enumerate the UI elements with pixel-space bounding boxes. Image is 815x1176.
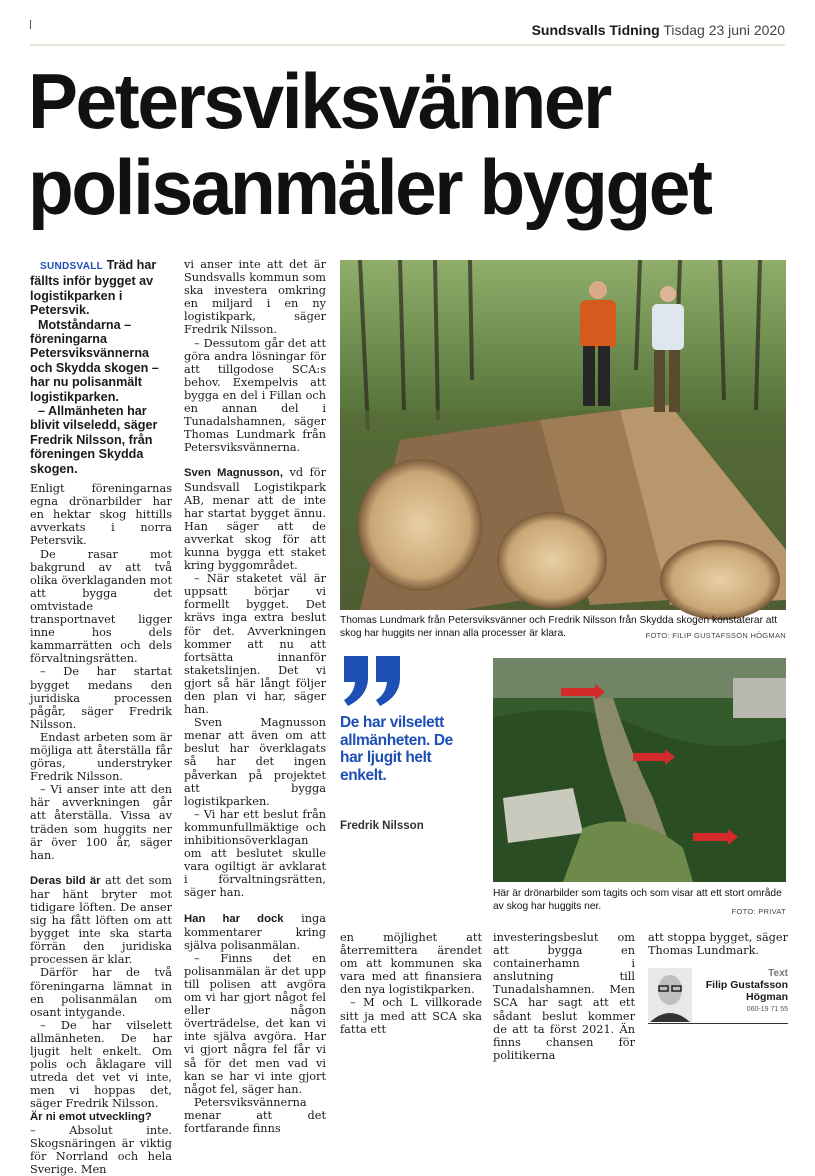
byline-rule <box>648 1023 788 1024</box>
question: Är ni emot utveckling? <box>30 1110 152 1123</box>
paragraph: De rasar mot bakgrund av att två olika överklaganden mot att bygga det omtvistade transportnavet ligger inne hos dels kammarrätten och dels förvaltningsrätten. <box>30 547 172 666</box>
column-2 <box>184 258 326 1135</box>
reporter-portrait <box>648 968 692 1022</box>
reporter-name: Filip Gustafsson Högman <box>705 979 788 1003</box>
paragraph: – Dessutom går det att göra andra lösningar för att tillgodose SCA:s behov. Exempelvis att bygga en del i Fillan och en annan del i Tunadalshamnen, säger Thomas Lundmark från Petersviksvännerna. <box>184 336 326 455</box>
paragraph: Endast arbeten som är möjliga att återställa får göras, understryker Fredrik Nilsson. <box>30 730 172 784</box>
ingress-text-2: Motståndarna – föreningarna Petersviksvännerna och Skydda skogen – har nu polisanmält logistikparken. <box>30 317 159 404</box>
paragraph: vi anser inte att det är Sundsvalls kommun som ska investera omkring en miljard i en ny logistikpark, säger Fredrik Nilsson. <box>184 258 326 337</box>
paragraph: Därför har de två föreningarna lämnat in en polisanmälan om osant intygande. <box>30 966 172 1019</box>
ingress-text-1: Träd har fällts inför bygget av logistikparken i Petersvik. <box>30 258 157 318</box>
headline-line-1: Petersviksvänner <box>28 57 610 145</box>
drone-illustration <box>493 658 786 882</box>
subhead-lead: Han har dock <box>184 912 284 925</box>
paragraph: att stoppa bygget, säger Thomas Lundmark. <box>648 931 788 958</box>
quote-mark-icon <box>340 656 404 710</box>
paragraph: – Vi har ett beslut från kommunfullmäktige och inhibitionsöverklagan om att beslutet skulle vara ogiltigt är avklarat i förvaltningsrätten, säger han. <box>184 807 326 900</box>
paragraph: – De har vilselett allmänheten. De har ljugit helt enkelt. Om polis och åklagare vill utreda det vet vi inte, men vi hoppas det, säger Fredrik Nilsson. <box>30 1018 172 1111</box>
dateline-place: SUNDSVALL <box>40 261 104 272</box>
photo-1-credit: FOTO: FILIP GUSTAFSSON HÖGMAN <box>645 631 786 640</box>
subhead-lead: Sven Magnusson, <box>184 467 283 480</box>
masthead <box>532 22 785 38</box>
paragraph: – När staketet väl är uppsatt börjar vi formellt bygget. Det krävs inga extra beslut för det. Avverkningen kommer att nu att fortsätta innanför staketslinjen. Det vi gjort så här långt följer den plan vi har, säger han. <box>184 572 326 717</box>
photo-2-credit: FOTO: PRIVAT <box>731 907 786 916</box>
paragraph: – De har startat bygget medans den juridiska processen pågår, säger Fredrik Nilsson. <box>30 665 172 731</box>
subhead-lead: Deras bild är <box>30 874 101 887</box>
ingress-text-3: – Allmänheten har blivit vilseledd, säger Fredrik Nilsson, från föreningen Skydda skogen. <box>30 404 158 476</box>
column-4 <box>493 931 635 1062</box>
photo-2-caption: Här är drönarbilder som tagits och som visar att ett stort område av skog har huggits ner. <box>493 888 782 912</box>
paragraph <box>184 912 326 952</box>
paragraph: – M och L villkorade sitt ja med att SCA ska fatta ett <box>340 996 482 1036</box>
headline-line-2: polisanmäler bygget <box>28 143 711 231</box>
paragraph: Enligt föreningarnas egna drönarbilder har en hektar skog hittills avverkats i norra Petersvik. <box>30 482 172 548</box>
paragraph: – Vi anser inte att den här avverkningen går att återställa. Vissa av träden som huggits ner är över 100 år, säger han. <box>30 783 172 862</box>
ingress <box>30 258 172 476</box>
column-3 <box>340 931 482 1036</box>
issue-date: Tisdag 23 juni 2020 <box>663 22 785 38</box>
column-1 <box>30 258 172 1176</box>
photo-drone <box>493 658 786 882</box>
paragraph: en möjlighet att återremittera ärendet om att kommunen ska vara med att finansiera den nya logistikparken. <box>340 931 482 997</box>
top-rule <box>30 44 785 46</box>
column-5 <box>648 931 788 957</box>
paragraph-text: inga kommentarer kring själva polisanmälan. <box>184 911 326 952</box>
paper-name: Sundsvalls Tidning <box>531 22 660 38</box>
byline-text <box>700 968 788 1013</box>
headline <box>28 58 758 230</box>
page-mark <box>30 20 31 29</box>
pull-quote-author: Fredrik Nilsson <box>340 820 424 832</box>
photo-1-caption: Thomas Lundmark från Petersviksvänner och Fredrik Nilsson från Skydda skogen konstaterar att skog har huggits ner innan alla processer är klara. <box>340 615 778 639</box>
reporter-phone: 060-19 71 55 <box>746 1006 788 1013</box>
paragraph-text: vd för Sundsvall Logistikpark AB, menar att de inte har startat bygget ännu. Han säger att de avverkat skog för att kunna bygga ett staket kring byggområdet. <box>184 466 326 573</box>
paragraph: Sven Magnusson menar att även om att beslut har överklagats så har det ingen påverkan på projektet att bygga logistikparken. <box>184 716 326 808</box>
paragraph <box>184 466 326 572</box>
paragraph <box>30 874 172 967</box>
logs-illustration <box>340 260 786 610</box>
byline <box>648 968 788 1024</box>
paragraph: – Absolut inte. Skogsnäringen är viktig för Norrland och hela Sverige. Men <box>30 1123 172 1176</box>
paragraph-text: att det som har hänt bryter mot tidigare löften. De anser sig ha fått löften om att bygget inte ska starta förrän den juridiska processen är klar. <box>30 873 172 967</box>
paragraph: investeringsbeslut om att bygga en containerhamn i anslutning till Tunadalshamnen. Men SCA har sagt att ett sådant beslut kommer de att ta först 2021. Än finns chansen för politikerna <box>493 931 635 1062</box>
paragraph: Petersviksvännerna menar att det fortfarande finns <box>184 1095 326 1135</box>
byline-label: Text <box>768 968 788 979</box>
paragraph: – Finns det en polisanmälan är det upp till polisen att avgöra om vi har gjort något fel eller någon överträdelse, det kan vi inte själva avgöra. Har vi gjort några fel får vi så för det men vad vi kan se har vi inte gjort något fel, säger han. <box>184 951 326 1096</box>
photo-felled-logs <box>340 260 786 610</box>
pull-quote: De har vilselett allmänheten. De har ljugit helt enkelt. <box>340 714 453 784</box>
